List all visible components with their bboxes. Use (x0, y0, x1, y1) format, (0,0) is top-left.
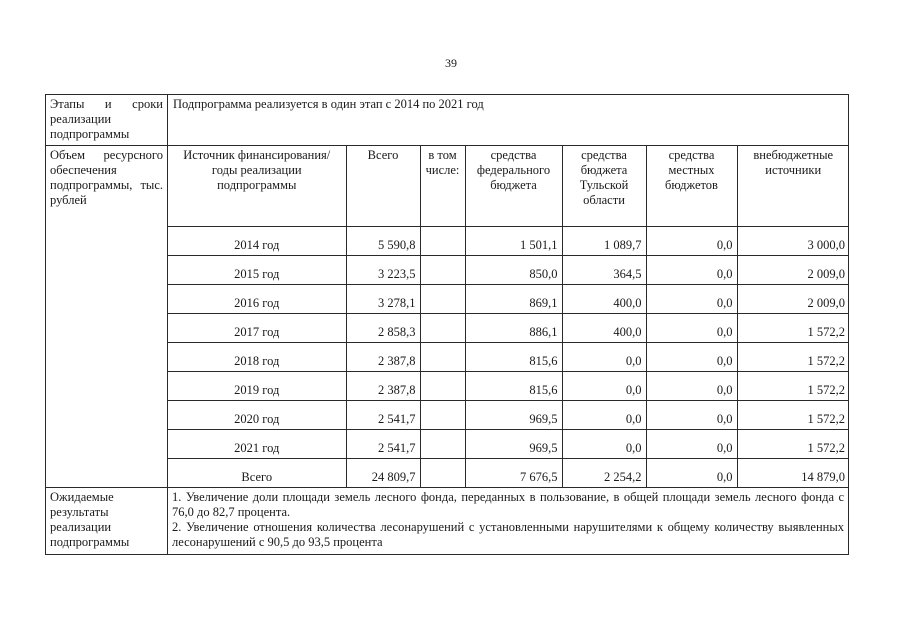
local-cell: 0,0 (646, 401, 737, 430)
header-total: Всего (346, 146, 420, 227)
year-cell: 2016 год (168, 285, 346, 314)
stages-row (46, 95, 849, 146)
extra-cell: 2 009,0 (737, 285, 849, 314)
including-cell (420, 430, 465, 459)
regional-cell: 400,0 (562, 314, 646, 343)
federal-cell: 850,0 (465, 256, 562, 285)
extra-cell: 1 572,2 (737, 372, 849, 401)
result-item: 1. Увеличение доли площади земель лесного фонда, переданных в пользование, в общей площади земель лесного фонда с 76,0 до 82,7 процента. (172, 490, 844, 519)
total-cell: 2 541,7 (346, 401, 420, 430)
total-cell: 24 809,7 (346, 459, 420, 488)
header-including: в том числе: (420, 146, 465, 227)
including-cell (420, 314, 465, 343)
local-cell: 0,0 (646, 430, 737, 459)
resources-label: Объем ресурсного обеспечения подпрограммы, тыс. рублей (46, 146, 168, 488)
federal-cell: 969,5 (465, 401, 562, 430)
federal-cell: 815,6 (465, 343, 562, 372)
year-cell: 2021 год (168, 430, 346, 459)
resources-cell (168, 146, 849, 488)
total-cell: 2 858,3 (346, 314, 420, 343)
table-row (168, 401, 849, 430)
header-regional: средства бюджета Тульской области (562, 146, 646, 227)
table-row (168, 227, 849, 256)
extra-cell: 1 572,2 (737, 343, 849, 372)
regional-cell: 2 254,2 (562, 459, 646, 488)
extra-cell: 3 000,0 (737, 227, 849, 256)
extra-cell: 1 572,2 (737, 430, 849, 459)
regional-cell: 364,5 (562, 256, 646, 285)
resources-table (168, 146, 849, 487)
page-number: 39 (445, 56, 457, 70)
header-local: средства местных бюджетов (646, 146, 737, 227)
table-row (168, 256, 849, 285)
federal-cell: 869,1 (465, 285, 562, 314)
header-federal: средства федерального бюджета (465, 146, 562, 227)
table-row-total (168, 459, 849, 488)
header-extra: внебюджетные источники (737, 146, 849, 227)
total-cell: 5 590,8 (346, 227, 420, 256)
results-value (168, 488, 849, 555)
header-source: Источник финансирования/ годы реализации подпрограммы (168, 146, 346, 227)
federal-cell: 886,1 (465, 314, 562, 343)
table-row (168, 285, 849, 314)
regional-cell: 0,0 (562, 401, 646, 430)
resources-header-row (168, 146, 849, 227)
local-cell: 0,0 (646, 314, 737, 343)
passport-table (45, 94, 849, 555)
year-cell: 2019 год (168, 372, 346, 401)
extra-cell: 1 572,2 (737, 401, 849, 430)
regional-cell: 1 089,7 (562, 227, 646, 256)
regional-cell: 0,0 (562, 430, 646, 459)
stages-value: Подпрограмма реализуется в один этап с 2014 по 2021 год (168, 95, 849, 146)
year-cell: Всего (168, 459, 346, 488)
including-cell (420, 459, 465, 488)
total-cell: 2 541,7 (346, 430, 420, 459)
local-cell: 0,0 (646, 227, 737, 256)
local-cell: 0,0 (646, 372, 737, 401)
result-item: 2. Увеличение отношения количества лесонарушений с установленными нарушителями к общему количеству выявленных лесонарушений с 90,5 до 93,5 процента (172, 520, 844, 549)
local-cell: 0,0 (646, 285, 737, 314)
including-cell (420, 343, 465, 372)
extra-cell: 1 572,2 (737, 314, 849, 343)
federal-cell: 7 676,5 (465, 459, 562, 488)
including-cell (420, 227, 465, 256)
total-cell: 3 223,5 (346, 256, 420, 285)
stages-label: Этапы и сроки реализации подпрограммы (46, 95, 168, 146)
including-cell (420, 285, 465, 314)
table-row (168, 314, 849, 343)
results-row (46, 488, 849, 555)
regional-cell: 0,0 (562, 372, 646, 401)
resources-row (46, 146, 849, 488)
federal-cell: 969,5 (465, 430, 562, 459)
total-cell: 2 387,8 (346, 372, 420, 401)
table-row (168, 430, 849, 459)
local-cell: 0,0 (646, 459, 737, 488)
table-row (168, 343, 849, 372)
table-row (168, 372, 849, 401)
total-cell: 2 387,8 (346, 343, 420, 372)
year-cell: 2020 год (168, 401, 346, 430)
including-cell (420, 372, 465, 401)
local-cell: 0,0 (646, 343, 737, 372)
extra-cell: 2 009,0 (737, 256, 849, 285)
year-cell: 2015 год (168, 256, 346, 285)
federal-cell: 815,6 (465, 372, 562, 401)
federal-cell: 1 501,1 (465, 227, 562, 256)
regional-cell: 400,0 (562, 285, 646, 314)
year-cell: 2014 год (168, 227, 346, 256)
total-cell: 3 278,1 (346, 285, 420, 314)
including-cell (420, 401, 465, 430)
local-cell: 0,0 (646, 256, 737, 285)
year-cell: 2018 год (168, 343, 346, 372)
including-cell (420, 256, 465, 285)
regional-cell: 0,0 (562, 343, 646, 372)
extra-cell: 14 879,0 (737, 459, 849, 488)
results-label: Ожидаемые результаты реализации подпрограммы (46, 488, 168, 555)
year-cell: 2017 год (168, 314, 346, 343)
